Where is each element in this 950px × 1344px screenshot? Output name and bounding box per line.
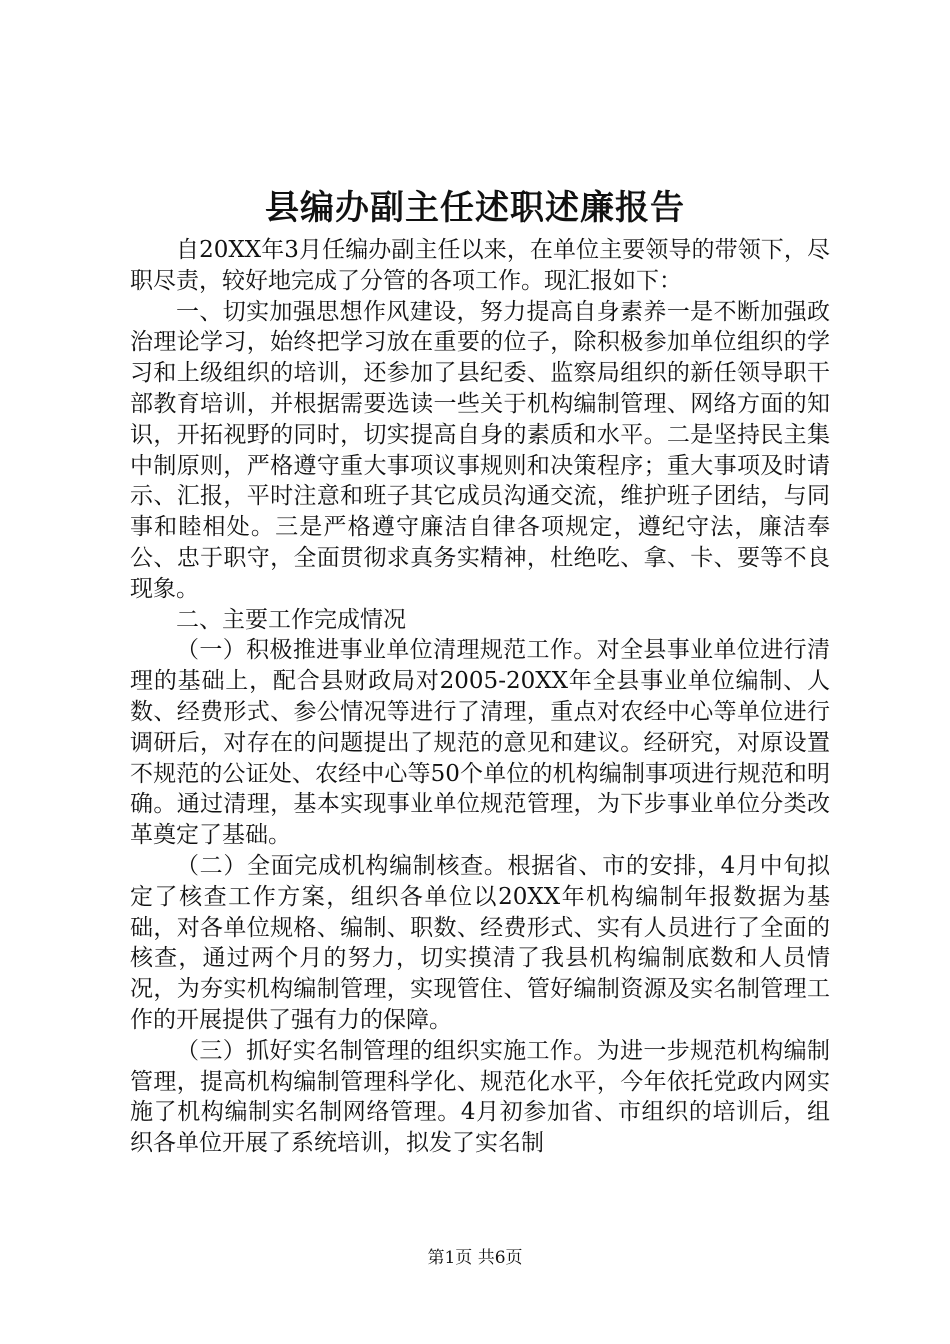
paragraph-intro: 自20XX年3月任编办副主任以来，在单位主要领导的带领下，尽职尽责，较好地完成了分管的各项工作。现汇报如下： [130,237,830,294]
document-body [130,235,830,1159]
document-title: 县编办副主任述职述廉报告 [265,188,685,228]
paragraph-item-1: （一）积极推进事业单位清理规范工作。对全县事业单位进行清理的基础上，配合县财政局对2005-20XX年全县事业单位编制、人数、经费形式、参公情况等进行了清理，重点对农经中心等单位进行调研后，对存在的问题提出了规范的意见和建议。经研究，对原设置不规范的公证处、农经中心等50个单位的机构编制事项进行规范和明确。通过清理，基本实现事业单位规范管理，为下步事业单位分类改革奠定了基础。 [130,637,830,849]
paragraph-item-2: （二）全面完成机构编制核查。根据省、市的安排，4月中旬拟定了核查工作方案，组织各单位以20XX年机构编制年报数据为基础，对各单位规格、编制、职数、经费形式、实有人员进行了全面的核查，通过两个月的努力，切实摸清了我县机构编制底数和人员情况，为夯实机构编制管理，实现管住、管好编制资源及实名制管理工作的开展提供了强有力的保障。 [130,852,830,1033]
paragraph-section-2-heading: 二、主要工作完成情况 [176,606,406,633]
paragraph-section-1: 一、切实加强思想作风建设，努力提高自身素养一是不断加强政治理论学习，始终把学习放在重要的位子，除积极参加单位组织的学习和上级组织的培训，还参加了县纪委、监察局组织的新任领导职干部教育培训，并根据需要选读一些关于机构编制管理、网络方面的知识，开拓视野的同时，切实提高自身的素质和水平。二是坚持民主集中制原则，严格遵守重大事项议事规则和决策程序；重大事项及时请示、汇报，平时注意和班子其它成员沟通交流，维护班子团结，与同事和睦相处。三是严格遵守廉洁自律各项规定，遵纪守法，廉洁奉公、忠于职守，全面贯彻求真务实精神，杜绝吃、拿、卡、要等不良现象。 [130,298,830,602]
page-footer: 第1页 共6页 [427,1248,523,1268]
paragraph-item-3: （三）抓好实名制管理的组织实施工作。为进一步规范机构编制管理，提高机构编制管理科学化、规范化水平，今年依托党政内网实施了机构编制实名制网络管理。4月初参加省、市组织的培训后，组织各单位开展了系统培训，拟发了实名制 [130,1037,830,1157]
